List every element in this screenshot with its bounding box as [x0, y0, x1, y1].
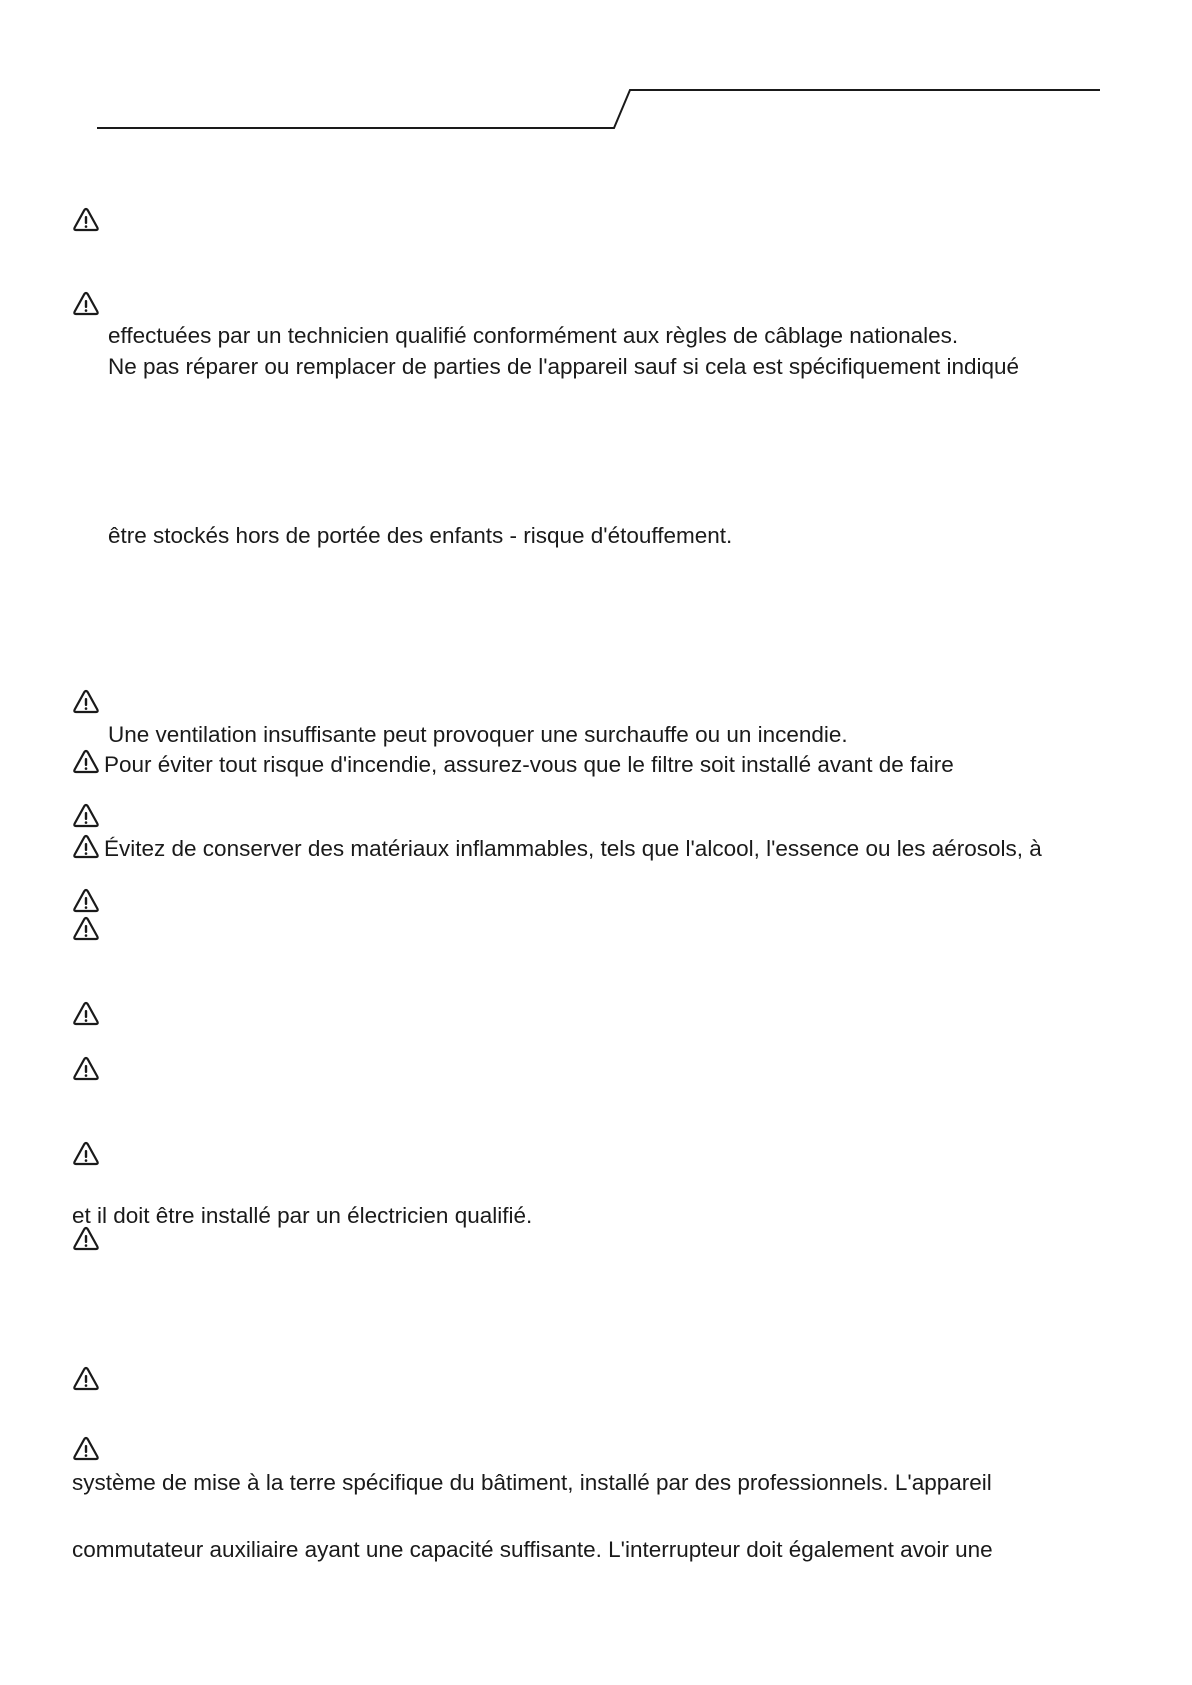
warning-triangle-icon [72, 887, 100, 915]
text-line: effectuées par un technicien qualifié conformément aux règles de câblage nationales. [108, 323, 959, 348]
header-rule [0, 0, 1192, 140]
warning-triangle-icon [72, 915, 100, 943]
text-line: être stockés hors de portée des enfants - risque d'étouffement. [108, 523, 733, 548]
warning-triangle-icon [72, 1000, 100, 1028]
warning-triangle-icon [72, 1140, 100, 1168]
text-line: commutateur auxiliaire ayant une capacité suffisante. L'interrupteur doit également avoir une [72, 1537, 993, 1562]
warning-triangle-icon [72, 1055, 100, 1083]
text-line: Ne pas réparer ou remplacer de parties de l'appareil sauf si cela est spécifiquement indiqué [108, 354, 1020, 379]
warning-triangle-icon [72, 1435, 100, 1463]
text-line: Une ventilation insuffisante peut provoquer une surchauffe ou un incendie. [108, 722, 848, 747]
text-line: et il doit être installé par un électricien qualifié. [72, 1203, 533, 1228]
text-line: Pour éviter tout risque d'incendie, assurez-vous que le filtre soit installé avant de faire [104, 752, 954, 777]
warning-triangle-icon [72, 833, 100, 861]
warning-triangle-icon [72, 206, 100, 234]
warning-triangle-icon [72, 802, 100, 830]
warning-triangle-icon [72, 290, 100, 318]
warning-triangle-icon [72, 688, 100, 716]
warning-triangle-icon [72, 748, 100, 776]
text-line: Évitez de conserver des matériaux inflammables, tels que l'alcool, l'essence ou les aérosols, à [104, 836, 1042, 861]
text-line: système de mise à la terre spécifique du bâtiment, installé par des professionnels. L'appareil [72, 1470, 992, 1495]
warning-triangle-icon [72, 1365, 100, 1393]
